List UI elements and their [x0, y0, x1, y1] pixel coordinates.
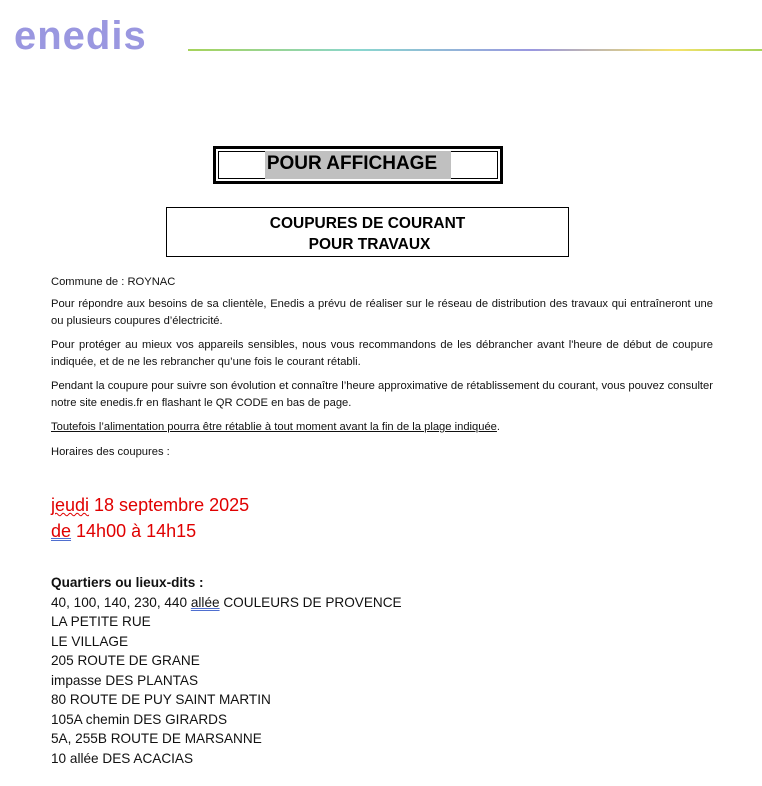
warning-end: .	[496, 421, 501, 433]
place-item	[51, 593, 402, 613]
place-item: LE VILLAGE	[51, 633, 129, 649]
paragraph-3: Pendant la coupure pour suivre son évolution et connaître l’heure approximative de rétablissement du courant, vous pouvez consulter notre site enedis.fr en flashant le QR CODE en bas de page.	[51, 380, 713, 409]
warning-line	[51, 419, 713, 436]
place-item: LA PETITE RUE	[51, 614, 151, 629]
schedule-date	[51, 492, 249, 518]
place-item: 10 allée DES ACACIAS	[51, 750, 194, 766]
place-first-suffix: COULEURS DE PROVENCE	[219, 594, 402, 610]
enedis-logo	[14, 14, 182, 56]
warning-text: Toutefois l’alimentation pourra être rétablie à tout moment avant la fin de la plage indiquée	[51, 421, 497, 433]
coupures-title-line1: COUPURES DE COURANT	[269, 215, 466, 232]
place-item: 205 ROUTE DE GRANE	[51, 653, 200, 668]
place-first-prefix: 40, 100, 140, 230, 440	[51, 594, 191, 610]
affichage-banner	[213, 146, 503, 184]
paragraph-1: Pour répondre aux besoins de sa clientèle, Enedis a prévu de réaliser sur le réseau de distribution des travaux qui entraîneront une ou plusieurs coupures d’électricité.	[51, 298, 713, 327]
places-list	[51, 573, 402, 768]
affichage-title: POUR AFFICHAGE	[265, 151, 451, 179]
place-item: 5A, 255B ROUTE DE MARSANNE	[51, 731, 262, 746]
place-item: 105A chemin DES GIRARDS	[51, 711, 228, 727]
place-item: 80 ROUTE DE PUY SAINT MARTIN	[51, 692, 271, 707]
schedule-label: Horaires des coupures :	[51, 446, 170, 458]
schedule-date-text: 18 septembre 2025	[89, 495, 250, 515]
logo-text: enedis	[14, 14, 147, 56]
schedule-from: de	[51, 521, 72, 541]
schedule-day: jeudi	[51, 495, 90, 515]
commune-line: Commune de : ROYNAC	[51, 276, 176, 288]
coupures-title-line2: POUR TRAVAUX	[308, 236, 431, 253]
place-first-allee: allée	[190, 594, 220, 610]
paragraph-2: Pour protéger au mieux vos appareils sensibles, nous vous recommandons de les débrancher avant l'heure de début de coupure indiquée, et de ne les rebrancher qu’une fois le courant rétabli.	[51, 339, 713, 368]
coupures-title-box	[166, 207, 569, 257]
schedule-time-text: 14h00 à 14h15	[71, 521, 197, 541]
schedule-time	[51, 518, 196, 544]
places-heading: Quartiers ou lieux-dits :	[51, 575, 204, 590]
place-item: impasse DES PLANTAS	[51, 672, 199, 688]
logo-divider-line	[188, 48, 762, 52]
